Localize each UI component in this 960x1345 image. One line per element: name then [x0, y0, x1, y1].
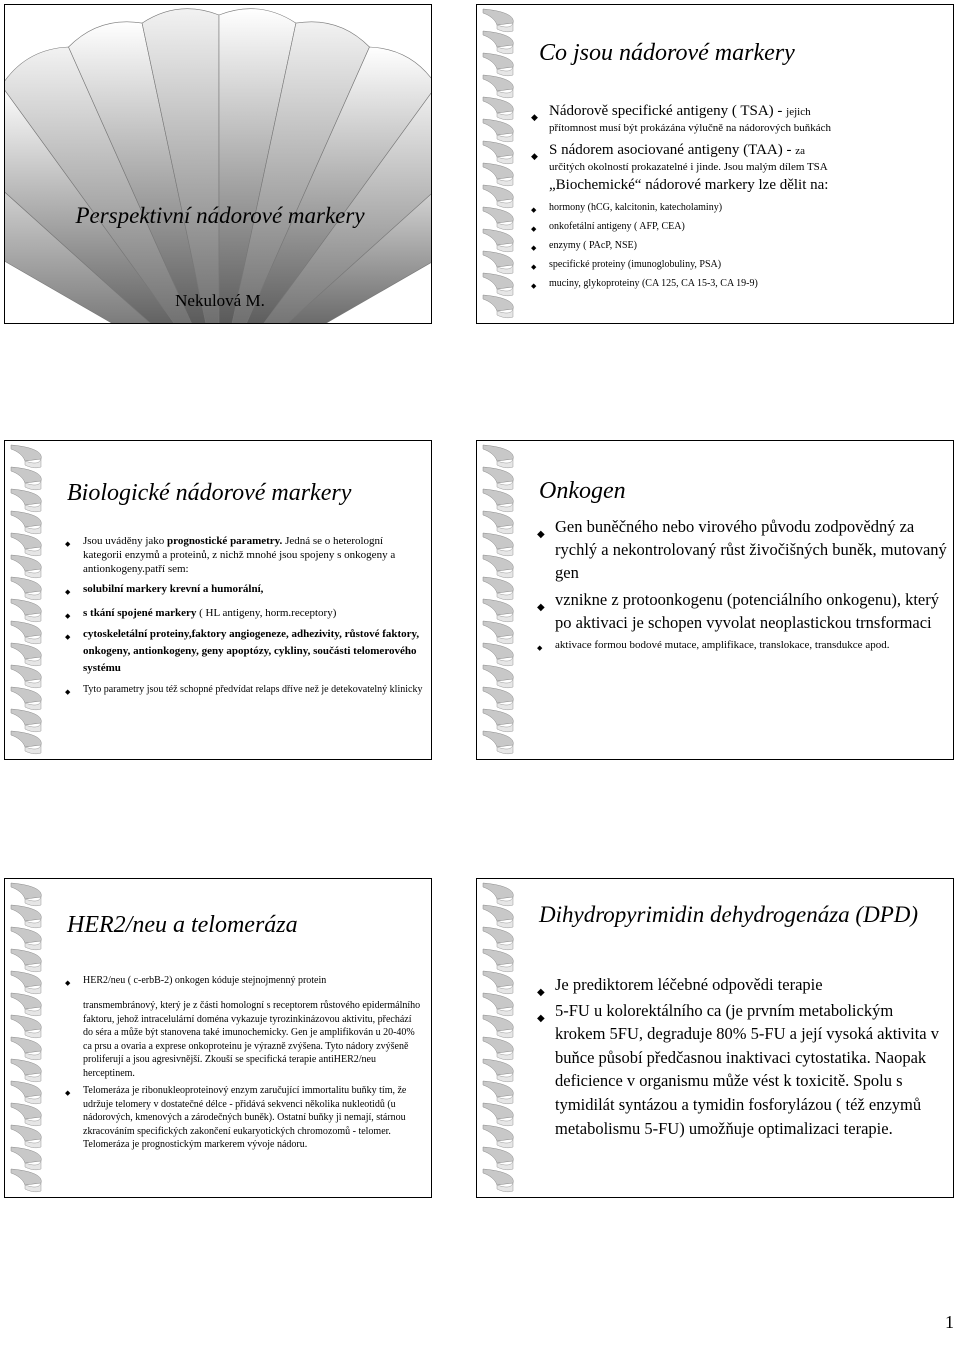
spiral-binding-icon: [5, 441, 47, 759]
slide-heading: Onkogen: [539, 478, 626, 504]
slide-biologicke-markery: [4, 440, 432, 760]
slide-dpd: [476, 878, 954, 1198]
list-item: ◆ hormony (hCG, kalcitonin, katecholaminy): [529, 201, 947, 214]
presentation-title: Perspektivní nádorové markery: [75, 203, 365, 228]
spiral-binding-icon: [5, 879, 47, 1197]
bullet-5fu: ◆ 5-FU u kolorektálního ca (je prvním metabolickým krokem 5FU, degraduje 80% 5-FU a její vysoká aktivita v buňce působí předčasnou inaktivaci cytostatika. Naopak deficience v organismu může vést k toxicitě. Spolu s tymidilát syntázou a tymidin fosforylázou ( též enzymů metabolismu 5-FU) umožňuje optimalizaci terapie.: [535, 999, 947, 1141]
bullet-prognosticke: ◆ Jsou uváděny jako prognostické parametry. Jedná se o heterologní kategorii enzymů a proteinů, z nichž mnohé jsou spojeny s onkogeny a antionkogeny.patří sem:: [63, 534, 423, 576]
slide-heading: Dihydropyrimidin dehydrogenáza (DPD): [539, 902, 919, 927]
list-item: ◆ enzymy ( PAcP, NSE): [529, 239, 947, 252]
bullet-tsa-cont: přítomnost musí být prokázána výlučně na nádorových buňkách: [549, 122, 831, 134]
bullet-aktivace: ◆ aktivace formou bodové mutace, amplifikace, translokace, transdukce apod.: [535, 638, 947, 652]
bullet-tkani: ◆ s tkání spojené markery ( HL antigeny, horm.receptory): [63, 606, 423, 620]
slide-body: [63, 534, 423, 700]
slide-body: [535, 973, 947, 1144]
bullet-telomeraza: ◆ Telomeráza je ribonukleoproteinový enzym zaručující immortalitu buňky tím, že udržuje telomery v dostatečné délce - přidává sekvenci několika nukleotidů (u nádorových, kmenových a zárodečných buněk). Ostatní buňky ji nemají, stárnou zkracováním specifických zakončení eukaryotických chromozomů - telomer. Telomeráza je prognostickým markerem vývoje nádoru.: [63, 1084, 423, 1152]
bullet-her2: ◆ HER2/neu ( c-erbB-2) onkogen kóduje stejnojmenný protein: [63, 974, 423, 987]
slide-co-jsou-markery: [476, 4, 954, 324]
bullet-definice: ◆ Gen buněčného nebo virového původu zodpovědný za rychlý a nekontrolovaný růst živočišných buněk, mutovaný gen: [535, 515, 947, 584]
slide-heading: Biologické nádorové markery: [67, 480, 352, 506]
slide-heading: Co jsou nádorové markery: [539, 40, 795, 66]
list-item: ◆ onkofetální antigeny ( AFP, CEA): [529, 220, 947, 233]
slide-title: [4, 4, 432, 324]
bullet-taa-cont: určitých okolností prokazatelné i jinde. Jsou malým dílem TSA: [549, 161, 828, 173]
bullet-solubilni: ◆ solubilní markery krevní a humorální,: [63, 582, 423, 596]
fan-decoration-icon: [5, 5, 432, 324]
bullet-cytoskeletalni: ◆ cytoskeletální proteiny,faktory angiogeneze, adhezivity, růstové faktory, onkogeny, antionkogeny, geny apoptózy, cykliny, součásti telomerového systému: [63, 626, 423, 677]
slide-onkogen: [476, 440, 954, 760]
list-item: ◆ muciny, glykoproteiny (CA 125, CA 15-3, CA 19-9): [529, 277, 947, 290]
list-item: ◆ specifické proteiny (imunoglobuliny, PSA): [529, 258, 947, 271]
slide-body: [535, 515, 947, 656]
author-name: Nekulová M.: [175, 291, 265, 310]
spiral-binding-icon: [477, 5, 519, 323]
her2-paragraph: transmembránový, který je z části homologní s receptorem růstového epidermálního faktoru, jehož intracelulární doména vykazuje tyrozinkinázovou aktivitu, přechází do séra a může být stanovena také imunochemicky. Gen je amplifikován u 20-40% ca prsu a ovaria a exprese onkoproteinu je výrazně zvýšena. Tyto nádory zvýšeně proliferují a jsou agresivnější. Zkouší se specifická terapie antiHER2/neu herceptinem.: [83, 1000, 421, 1079]
bullet-relaps: ◆ Tyto parametry jsou též schopné předvídat relaps dříve než je detekovatelný klinicky: [63, 683, 423, 696]
slide-body: [529, 102, 947, 294]
bullet-taa: ◆ S nádorem asociované antigeny (TAA) - za: [529, 141, 947, 160]
page-number: 1: [945, 1312, 954, 1332]
slide-body: [63, 974, 423, 1156]
bullet-prediktor: ◆ Je prediktorem léčebné odpovědi terapie: [535, 973, 947, 997]
slide-her2-telomeraza: [4, 878, 432, 1198]
biochem-line: „Biochemické“ nádorové markery lze dělit na:: [549, 177, 829, 193]
slide-heading: HER2/neu a telomeráza: [67, 912, 298, 938]
bullet-vznik: ◆ vznikne z protoonkogenu (potenciálního onkogenu), který po aktivaci je schopen vyvolat neoplastickou trnsformaci: [535, 588, 947, 634]
spiral-binding-icon: [477, 441, 519, 759]
bullet-tsa: ◆ Nádorově specifické antigeny ( TSA) - jejich: [529, 102, 947, 121]
spiral-binding-icon: [477, 879, 519, 1197]
